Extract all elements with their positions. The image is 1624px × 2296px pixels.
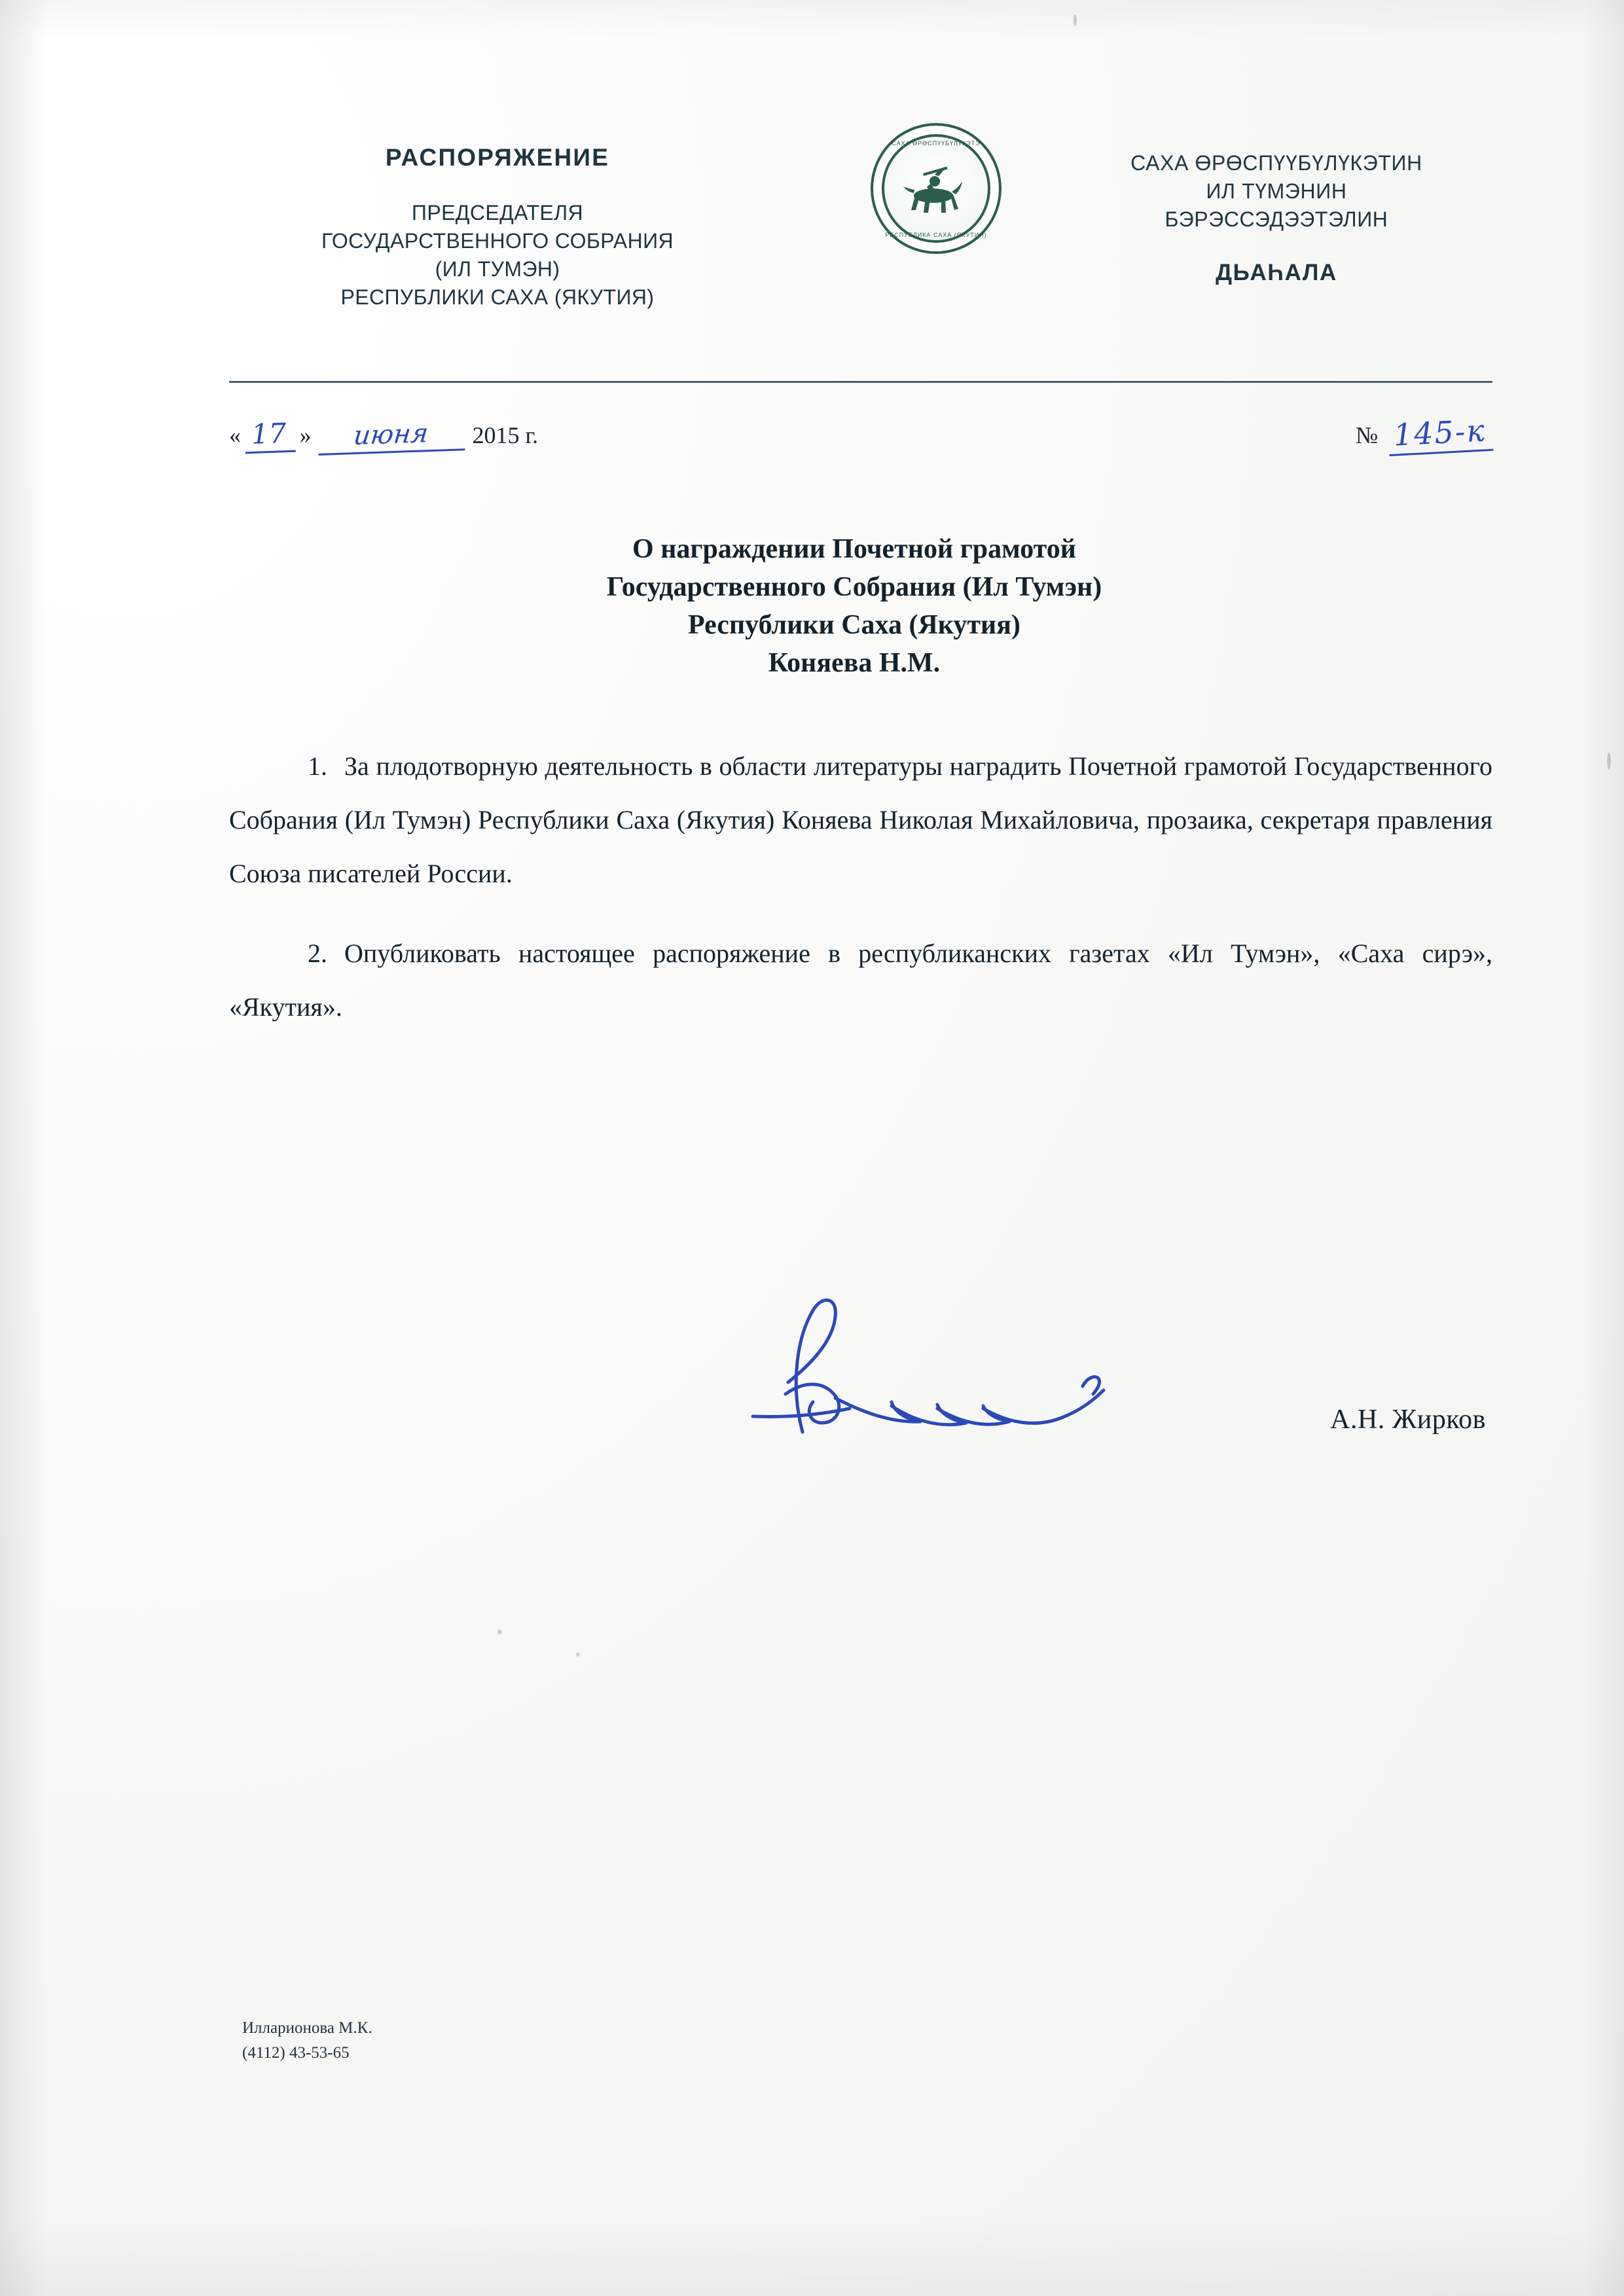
issuer-line-2: ГОСУДАРСТВЕННОГО СОБРАНИЯ (321, 229, 674, 253)
title-line-3: Республики Саха (Якутия) (688, 610, 1020, 640)
issuer-line-3: (ИЛ ТУМЭН) (435, 257, 560, 281)
body-paragraph-1 (229, 740, 1492, 901)
title-line-4: Коняева Н.М. (768, 648, 941, 678)
issuer-line-1: ПРЕДСЕДАТЕЛЯ (411, 201, 584, 224)
date-quote-open: « (229, 422, 241, 448)
scan-speck (1074, 14, 1077, 26)
paragraph-number-2: 2. (308, 939, 327, 968)
issuer-sakha-line-3: БЭРЭССЭДЭЭТЭЛИН (1164, 207, 1388, 231)
paragraph-text-1: За плодотворную деятельность в области литературы наградить Почетной грамотой Государственного Собрания (Ил Тумэн) Республики Саха (Якутия) Коняева Николая Михайловича, прозаика, секретаря правления Союза писателей России. (229, 751, 1492, 888)
date-year: 2015 г. (472, 422, 539, 448)
number-handwritten: 145-к (1388, 412, 1494, 456)
issuer-sakha-line-2: ИЛ ТҮМЭНИН (1206, 179, 1347, 203)
signature-block (229, 1329, 1492, 1525)
header-divider (229, 381, 1492, 383)
document-date (229, 418, 538, 453)
coat-of-arms-icon (871, 123, 1001, 254)
scan-speck (497, 1630, 502, 1634)
page-title (216, 530, 1492, 682)
title-line-1: О награждении Почетной грамотой (632, 534, 1076, 564)
signature-icon (740, 1283, 1172, 1466)
emblem-top-text: САХА ӨРӨСПҮҮБҮЛҮКЭТЭ (892, 140, 981, 147)
scan-shadow-right (1585, 0, 1624, 2296)
body-paragraph-2 (229, 927, 1492, 1034)
scan-speck (576, 1653, 580, 1657)
document-body (229, 713, 1492, 1038)
number-label: № (1355, 422, 1379, 448)
document-type-heading-sakha: ДЬАҺАЛА (1216, 260, 1337, 285)
emblem-bottom-text: РЕСПУБЛИКА САХА (ЯКУТИЯ) (885, 232, 987, 238)
letterhead-sakha (1060, 149, 1492, 286)
paragraph-text-2: Опубликовать настоящее распоряжение в республиканских газетах «Ил Тумэн», «Саха сирэ», «Якутия». (229, 939, 1492, 1022)
paragraph-number-1: 1. (308, 751, 327, 781)
contact-phone: (4112) 43-53-65 (242, 2044, 350, 2062)
document-meta-row (229, 412, 1492, 458)
letterhead-russian (216, 144, 779, 312)
date-month-handwritten: июня (319, 417, 469, 456)
scan-shadow-top (0, 0, 1624, 39)
scan-shadow-bottom (0, 2217, 1624, 2296)
issuer-line-4: РЕСПУБЛИКИ САХА (ЯКУТИЯ) (340, 285, 655, 309)
document-content (216, 98, 1492, 1435)
horseman-icon (897, 162, 975, 221)
contact-footer (242, 2016, 372, 2066)
document-type-heading: РАСПОРЯЖЕНИЕ (385, 144, 610, 171)
scan-shadow-left (0, 0, 46, 2296)
signer-name: А.Н. Жирков (1330, 1405, 1486, 1435)
title-line-2: Государственного Собрания (Ил Тумэн) (606, 572, 1102, 602)
issuer-sakha-line-1: САХА ӨРӨСПҮҮБҮЛҮКЭТИН (1130, 151, 1422, 175)
scan-speck (1607, 753, 1611, 770)
document-number (1355, 412, 1492, 454)
letterhead (216, 98, 1492, 314)
date-day-handwritten: 17 (244, 417, 296, 454)
date-quote-close: » (299, 422, 312, 448)
contact-name: Илларионова М.К. (242, 2019, 372, 2037)
